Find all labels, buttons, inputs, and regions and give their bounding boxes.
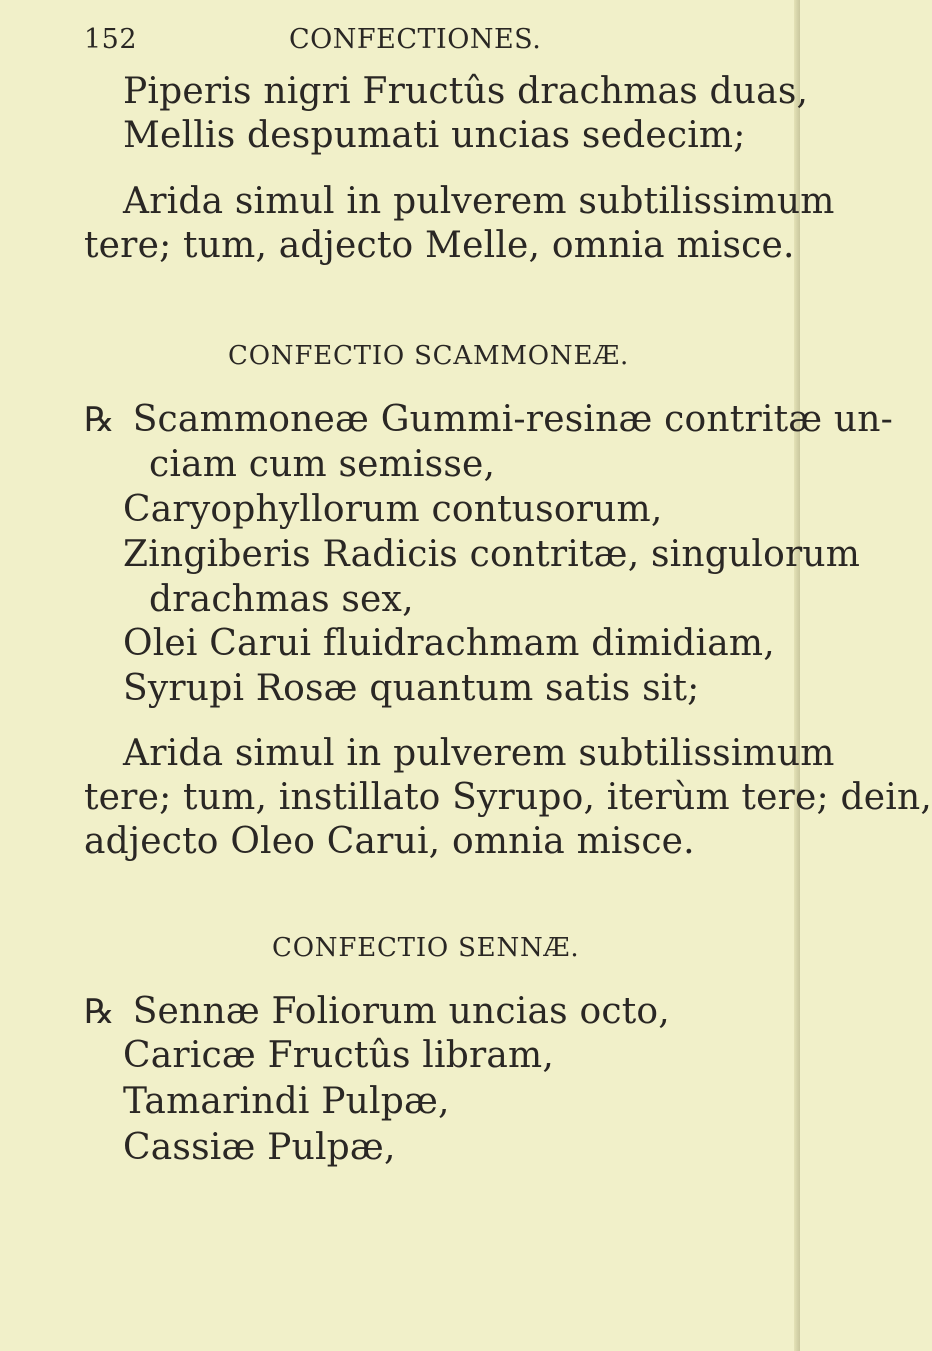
section-heading-scammonea: CONFECTIO SCAMMONEÆ. xyxy=(228,341,630,371)
ingredient-line: Tamarindi Pulpæ, xyxy=(123,1081,450,1122)
directions-line: tere; tum, adjecto Melle, omnia misce. xyxy=(84,225,795,266)
ingredient-line: Cassiæ Pulpæ, xyxy=(123,1127,396,1168)
directions-line: Arida simul in pulverem subtilissimum xyxy=(123,733,835,774)
ingredient-text: Sennæ Foliorum uncias octo, xyxy=(132,991,670,1032)
ingredient-line: drachmas sex, xyxy=(149,579,414,620)
running-title: CONFECTIONES. xyxy=(289,24,542,55)
ingredient-line: Caryophyllorum contusorum, xyxy=(123,489,663,530)
ingredient-line: Syrupi Rosæ quantum satis sit; xyxy=(123,668,700,709)
recipe-symbol: ℞ xyxy=(84,400,115,440)
directions-line: tere; tum, instillato Syrupo, iterùm tere; dein, xyxy=(84,777,932,818)
recipe-line: Mellis despumati uncias sedecim; xyxy=(123,115,746,156)
directions-line: adjecto Oleo Carui, omnia misce. xyxy=(84,821,695,862)
ingredient-text: Scammoneæ Gummi-resinæ contritæ un- xyxy=(132,399,894,440)
recipe-line: Piperis nigri Fructûs drachmas duas, xyxy=(123,71,809,112)
ingredient-line: Zingiberis Radicis contritæ, singulorum xyxy=(123,534,861,575)
recipe-symbol: ℞ xyxy=(84,992,115,1032)
ingredient-line: ciam cum semisse, xyxy=(149,444,496,485)
page-number: 152 xyxy=(84,24,138,55)
directions-line: Arida simul in pulverem subtilissimum xyxy=(123,181,835,222)
section-heading-senna: CONFECTIO SENNÆ. xyxy=(272,933,580,963)
ingredient-line: Olei Carui fluidrachmam dimidiam, xyxy=(123,623,775,664)
ingredient-line xyxy=(84,990,670,1034)
ingredient-line: Caricæ Fructûs libram, xyxy=(123,1035,555,1076)
ingredient-line xyxy=(84,398,893,442)
